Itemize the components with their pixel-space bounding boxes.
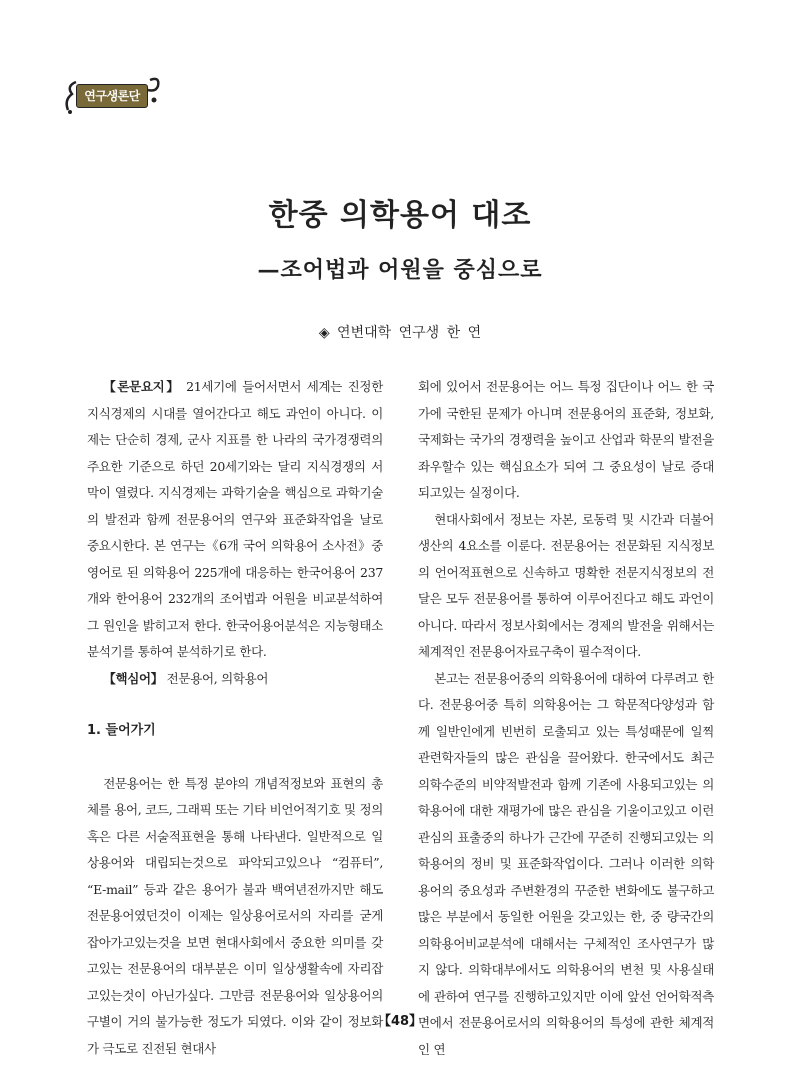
page-number: 【48】 (377, 1014, 423, 1029)
section-heading: 1. 들어가기 (87, 723, 156, 738)
section-banner-label: 연구생론단 (76, 84, 148, 108)
keywords-label: 【핵심어】 (103, 670, 163, 686)
article-title: 한중 의학용어 대조 (268, 198, 532, 233)
abstract-paragraph (87, 374, 383, 666)
left-column (87, 374, 383, 1062)
article-subtitle: —조어법과 어원을 중심으로 (257, 257, 543, 283)
body-paragraph: 현대사회에서 정보는 자본, 로동력 및 시간과 더불어 생산의 4요소를 이룬다. 전문용어는 전문화된 지식정보의 언어적표현으로 신속하고 명확한 전문지식정보의 전달은 모두 전문용어를 통하여 이루어진다고 해도 과언이 아니다. 따라서 정보사회에서는 경제의 발전을 위해서는 체계적인 전문용어자료구축이 필수적이다. (418, 511, 714, 659)
body-paragraph: 전문용어는 한 특정 분야의 개념적정보와 표현의 총체를 용어, 코드, 그래픽 또는 기타 비언어적기호 및 정의 혹은 다른 서술적표현을 통해 나타낸다. 일반적으로 일상용어와 대립되는것으로 파악되고있으나 “컴퓨터”, “E-mail” 등과 같은 용어가 불과 백여년전까지만 해도 전문용어였던것이 이제는 일상용어로서의 자리를 굳게 잡아가고있는것을 보면 현대사회에서 중요한 의미를 갖고있는 전문용어의 대부분은 이미 일상생활속에 자리잡고있는것이 아닌가싶다. 그만큼 전문용어와 일상용어의 구별이 거의 불가능한 정도가 되였다. 이와 같이 정보화가 극도로 진전된 현대사 (87, 775, 383, 1056)
body-paragraph: 회에 있어서 전문용어는 어느 특정 집단이나 어느 한 국가에 국한된 문제가 아니며 전문용어의 표준화, 정보화, 국제화는 국가의 경쟁력을 높이고 산업과 학문의 발전을 좌우할수 있는 핵심요소가 되여 그 중요성이 날로 증대되고있는 실정이다. (418, 379, 714, 500)
keywords-text: 전문용어, 의학용어 (162, 670, 269, 686)
body-paragraph: 본고는 전문용어중의 의학용어에 대하여 다루려고 한다. 전문용어중 특히 의학용어는 그 학문적다양성과 함께 일반인에게 빈번히 로출되고 있는 특성때문에 일찍 관련학자들의 많은 관심을 끌어왔다. 한국에서도 최근 의학수준의 비약적발전과 함께 기존에 사용되고있는 의학용어에 대한 재평가에 많은 관심을 기울이고있고 이런 관심의 표출중의 하나가 근간에 꾸준히 진행되고있는 의학용어의 정비 및 표준화작업이다. 그러나 이러한 의학용어의 중요성과 주변환경의 꾸준한 변화에도 불구하고 많은 부분에서 동일한 어원을 갖고있는 한, 중 량국간의 의학용어비교분석에 대해서는 구체적인 조사연구가 많지 않다. 의학대부에서도 의학용어의 변천 및 사용실태에 관하여 연구를 진행하고있지만 이에 앞선 언어학적측면에서 전문용어로서의 의학용어의 특성에 관한 체계적인 연 (418, 670, 714, 1057)
keywords-paragraph (87, 666, 383, 693)
abstract-label: 【론문요지】 (103, 379, 181, 394)
author-line: ◈ 연변대학 연구생 한 연 (318, 325, 482, 341)
abstract-text: 21세기에 들어서면서 세계는 진정한 지식경제의 시대를 열어간다고 해도 과언이 아니다. 이제는 단순히 경제, 군사 지표를 한 나라의 국가경쟁력의 주요한 기준으로 하던 20세기와는 달리 지식경쟁의 서막이 열렸다. 지식경제는 과학기술을 핵심으로 과학기술의 발전과 함께 전문용어의 연구와 표준화작업을 날로 중요시한다. 본 연구는《6개 국어 의학용어 소사전》중 영어로 된 의학용어 225개에 대응하는 한국어용어 237개와 한어용어 232개의 조어법과 어원을 비교분석하여 그 원인을 밝히고저 한다. 한국어용어분석은 지능형태소분석기를 통하여 분석하기로 한다. (87, 379, 383, 659)
right-column (418, 374, 714, 1063)
